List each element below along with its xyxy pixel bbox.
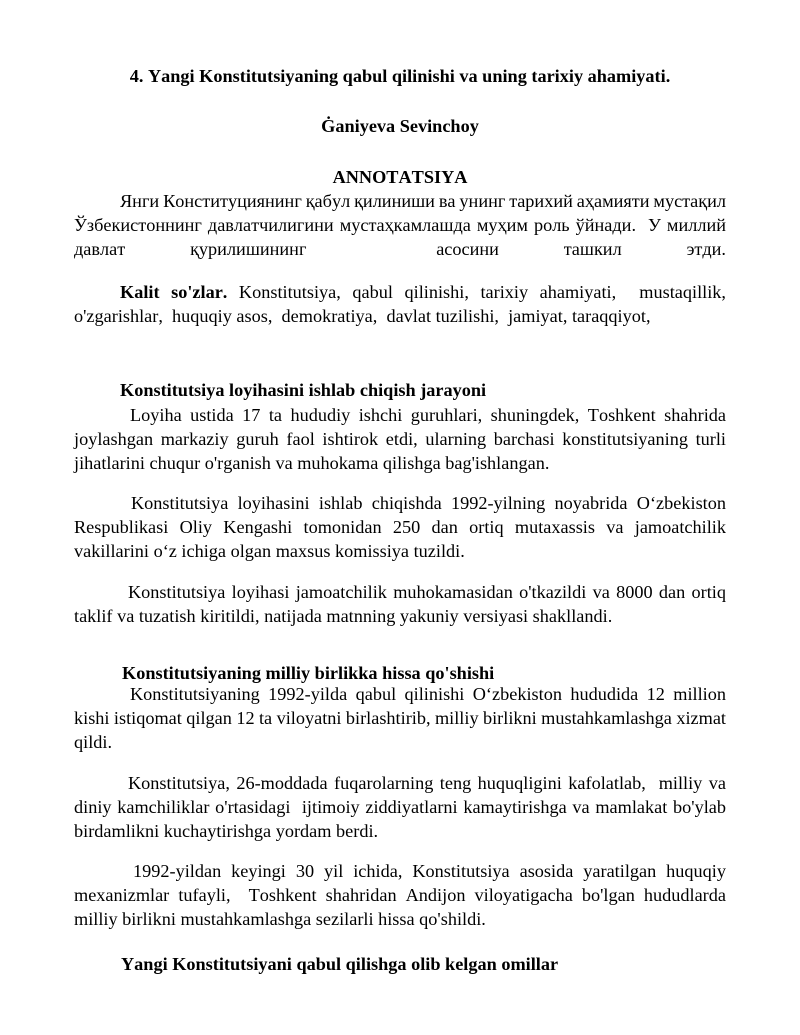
paragraph-line: Loyiha ustida 17 ta hududiy ishchi guruhlari, shuningdek, Toshkent shahrida xyxy=(130,405,726,425)
keywords-line xyxy=(120,280,726,304)
author-name: Ġaniyeva Sevinchoy xyxy=(321,116,479,136)
section-heading: Konstitutsiya loyihasini ishlab chiqish jarayoni xyxy=(120,380,487,400)
paragraph-line: Respublikasi Oliy Kengashi tomonidan 250 dan ortiq mutaxassis va jamoatchilik xyxy=(74,517,726,537)
paragraph-line: vakillarini oʻz ichiga olgan maxsus komissiya tuzildi. xyxy=(74,541,465,561)
body-paragraph xyxy=(74,771,726,843)
paragraph-line: diniy kamchiliklar o'rtasidagi ijtimoiy ziddiyatlarni kamaytirishga va mamlakat bo'ylab xyxy=(74,797,726,817)
annotation-paragraph xyxy=(74,189,726,261)
paragraph-line: Konstitutsiya loyihasini ishlab chiqishda 1992-yilning noyabrida Oʻzbekiston xyxy=(131,493,726,513)
keywords-paragraph xyxy=(74,280,726,328)
paragraph-line: Konstitutsiya, 26-moddada fuqarolarning teng huquqligini kafolatlab, milliy va xyxy=(128,773,726,793)
paragraph-line: 1992-yildan keyingi 30 yil ichida, Konstitutsiya asosida yaratilgan huquqiy xyxy=(133,861,726,881)
paragraph-line: Konstitutsiya loyihasi jamoatchilik muhokamasidan o'tkazildi va 8000 dan ortiq xyxy=(128,582,726,602)
section-heading: Yangi Konstitutsiyani qabul qilishga olib kelgan omillar xyxy=(121,954,559,974)
paragraph-line: qildi. xyxy=(74,732,113,752)
section-heading-block xyxy=(74,952,726,976)
body-paragraph xyxy=(74,859,726,931)
annotation-line: давлат қурилишининг асосини ташкил этди. xyxy=(74,239,726,259)
paragraph-line: birdamlikni kuchaytirishga yordam berdi. xyxy=(74,821,379,841)
annotation-line: Ўзбекистоннинг давлатчилигини мустаҳкамлашда муҳим роль ўйнади. У миллий xyxy=(74,215,726,235)
body-paragraph xyxy=(74,682,726,754)
paragraph-line: Konstitutsiyaning 1992-yilda qabul qilinishi Oʻzbekiston hududida 12 million xyxy=(130,684,726,704)
body-paragraph xyxy=(74,403,726,475)
paragraph-line: mexanizmlar tufayli, Toshkent shahridan Andijon viloyatigacha bo'lgan hududlarda xyxy=(74,885,726,905)
keywords-text: Konstitutsiya, qabul qilinishi, tarixiy ahamiyati, mustaqillik, xyxy=(227,282,726,302)
keywords-label: Kalit so'zlar. xyxy=(120,282,228,302)
annotation-line: Янги Конституциянинг қабул қилиниши ва унинг тарихий аҳамияти мустақил xyxy=(120,191,726,211)
section-heading: Konstitutsiyaning milliy birlikka hissa qo'shishi xyxy=(122,663,495,683)
section-heading-block xyxy=(74,378,726,402)
paragraph-line: jihatlarini chuqur o'rganish va muhokama qilishga bag'ishlangan. xyxy=(74,453,550,473)
annotation-heading: ANNOTATSIYA xyxy=(332,167,468,187)
body-paragraph xyxy=(74,491,726,563)
paragraph-line: taklif va tuzatish kiritildi, natijada matnning yakuniy versiyasi shakllandi. xyxy=(74,606,613,626)
article-title: 4. Yangi Konstitutsiyaning qabul qilinishi va uning tarixiy ahamiyati. xyxy=(129,66,671,86)
paragraph-line: kishi istiqomat qilgan 12 ta viloyatni birlashtirib, milliy birlikni mustahkamlashga xizmat xyxy=(74,708,726,728)
keywords-line: o'zgarishlar, huquqiy asos, demokratiya, davlat tuzilishi, jamiyat, taraqqiyot, xyxy=(74,306,651,326)
paragraph-line: milliy birlikni mustahkamlashga sezilarli hissa qo'shildi. xyxy=(74,909,486,929)
paragraph-line: joylashgan markaziy guruh faol ishtirok etdi, ularning barchasi konstitutsiyaning turli xyxy=(74,429,726,449)
body-paragraph xyxy=(74,580,726,628)
